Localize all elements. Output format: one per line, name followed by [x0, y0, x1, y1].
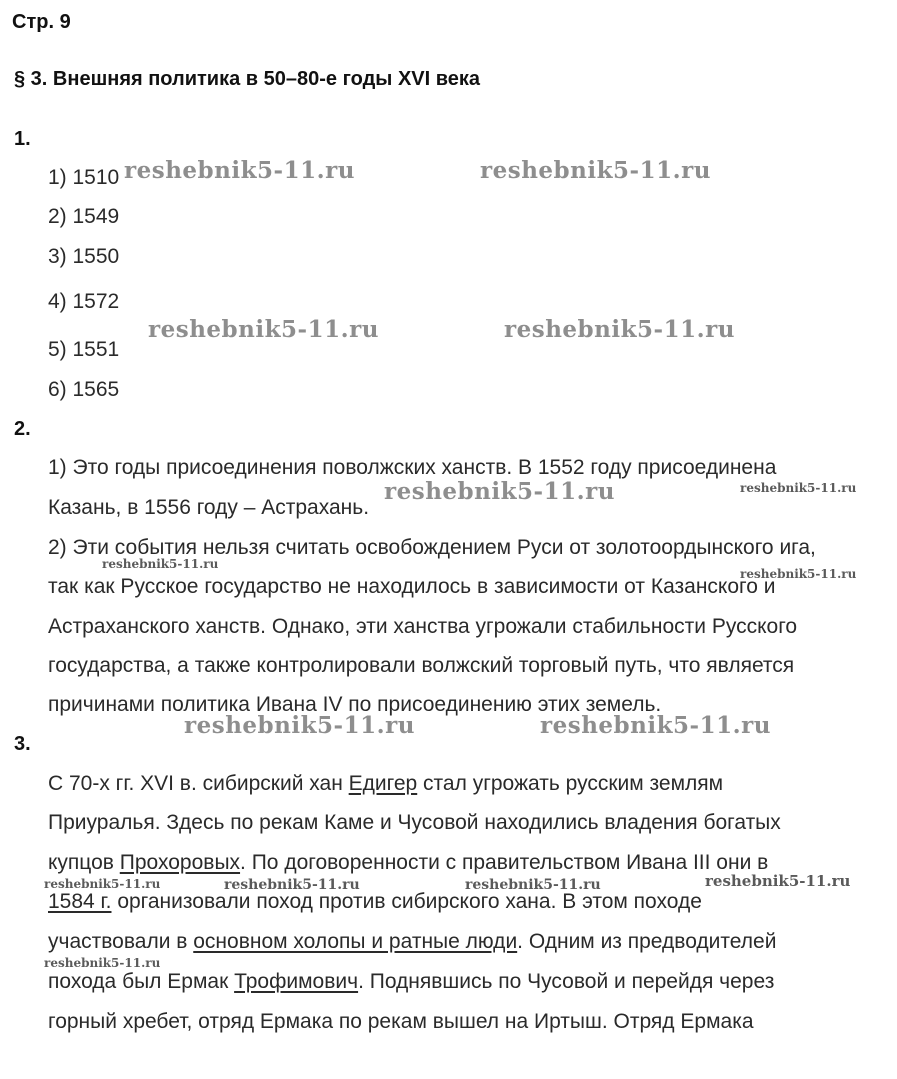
task-3-line-5-rest: . Одним из предводителей	[517, 930, 777, 953]
task-3-line-6-rest: . Поднявшись по Чусовой и перейдя через	[358, 970, 775, 993]
page-label: Стр. 9	[12, 11, 71, 33]
watermark: reshebnik5-11.ru	[184, 712, 415, 739]
task-3-line-2: Приуралья. Здесь по рекам Каме и Чусовой находились владения богатых	[48, 811, 781, 834]
watermark-small: reshebnik5-11.ru	[740, 481, 857, 495]
watermark-small: reshebnik5-11.ru	[224, 877, 360, 893]
underlined-answer-prokhorovykh: Прохоровых	[119, 851, 241, 874]
underlined-answer-trofimovich: Трофимович	[234, 970, 359, 993]
task-3-line-5	[48, 930, 776, 954]
task-3-line-3-rest: . По договоренности с правительством Ивана III они в	[240, 851, 769, 874]
task-2-line-2: Казань, в 1556 году – Астрахань.	[48, 496, 370, 519]
watermark: reshebnik5-11.ru	[384, 478, 615, 505]
underlined-answer-participants: основном холопы и ратные люди	[193, 930, 518, 953]
task-1-item-1: 1) 1510	[48, 166, 120, 189]
task-3-number: 3.	[14, 733, 31, 755]
watermark: reshebnik5-11.ru	[148, 316, 379, 343]
watermark: reshebnik5-11.ru	[504, 316, 735, 343]
task-3-line-3-text: купцов	[48, 851, 120, 874]
section-title: § 3. Внешняя политика в 50–80-е годы XVI века	[14, 68, 481, 90]
task-1-item-2: 2) 1549	[48, 205, 120, 228]
task-3-line-4	[48, 890, 702, 914]
task-2-line-7: причинами политика Ивана IV по присоединению этих земель.	[48, 693, 662, 716]
task-2-line-5: Астраханского ханств. Однако, эти ханства угрожали стабильности Русского	[48, 615, 798, 638]
task-3-line-6	[48, 970, 774, 994]
task-3-line-5-text: участвовали в	[48, 930, 194, 953]
watermark-small: reshebnik5-11.ru	[102, 557, 219, 571]
task-2-line-1: 1) Это годы присоединения поволжских ханств. В 1552 году присоединена	[48, 456, 777, 479]
watermark-small: reshebnik5-11.ru	[705, 872, 851, 890]
task-1-item-6: 6) 1565	[48, 378, 120, 401]
watermark: reshebnik5-11.ru	[124, 157, 355, 184]
task-3-line-3	[48, 851, 768, 875]
task-3-line-1-text: С 70-х гг. XVI в. сибирский хан	[48, 772, 349, 795]
task-1-item-5: 5) 1551	[48, 338, 120, 361]
task-3-line-6-text: похода был Ермак	[48, 970, 235, 993]
watermark: reshebnik5-11.ru	[540, 712, 771, 739]
underlined-answer-year: 1584 г.	[48, 890, 112, 913]
task-3-line-1	[48, 772, 723, 796]
task-1-item-3: 3) 1550	[48, 245, 120, 268]
task-3-line-1-rest: стал угрожать русским землям	[417, 772, 724, 795]
task-1-number: 1.	[14, 128, 31, 150]
task-2-line-6: государства, а также контролировали волжский торговый путь, что является	[48, 654, 795, 677]
watermark-small: reshebnik5-11.ru	[465, 877, 601, 893]
task-1-item-4: 4) 1572	[48, 290, 120, 313]
watermark-small: reshebnik5-11.ru	[44, 956, 161, 970]
task-2-line-3: 2) Эти события нельзя считать освобождением Руси от золотоордынского ига,	[48, 536, 816, 559]
watermark-small: reshebnik5-11.ru	[44, 877, 161, 891]
watermark-small: reshebnik5-11.ru	[740, 567, 857, 581]
watermark: reshebnik5-11.ru	[480, 157, 711, 184]
task-2-number: 2.	[14, 418, 31, 440]
task-3-line-7: горный хребет, отряд Ермака по рекам вышел на Иртыш. Отряд Ермака	[48, 1010, 754, 1033]
underlined-answer-edigher: Едигер	[348, 772, 418, 795]
task-2-line-4: так как Русское государство не находилось в зависимости от Казанского и	[48, 575, 776, 598]
task-3-line-4-rest: организовали поход против сибирского хана. В этом походе	[111, 890, 702, 913]
